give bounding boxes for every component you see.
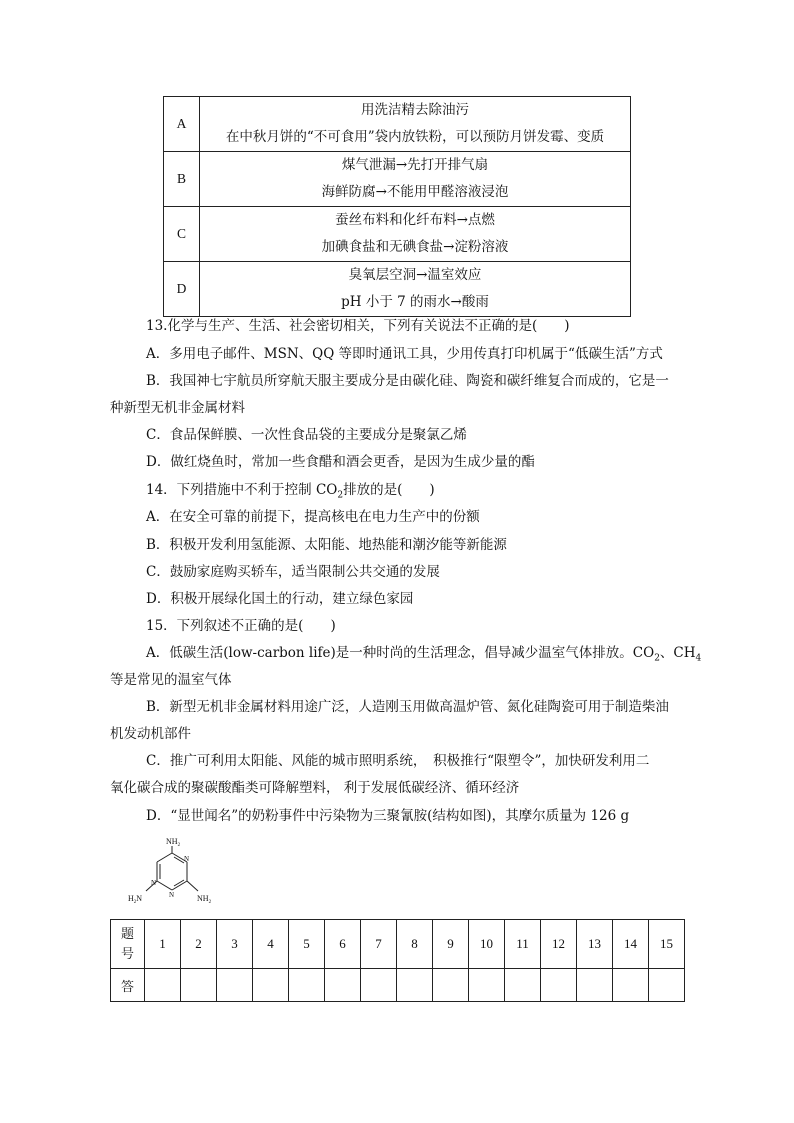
ring-n-right: N [184,855,190,863]
option-letter: A [164,97,200,152]
question-number-cell: 7 [361,920,397,969]
q14-stem-sub: 2 [337,490,344,501]
melamine-structure-diagram [112,835,232,915]
q14-option-c: C．鼓励家庭购买轿车，适当限制公共交通的发展 [146,564,440,580]
q15-option-a-line2: 等是常见的温室气体 [110,672,232,688]
q15-stem: 15．下列叙述不正确的是( ) [146,618,336,634]
answer-cell[interactable] [649,969,685,1002]
question-number-cell: 12 [541,920,577,969]
option-line: 用洗洁精去除油污 [361,102,469,118]
q15-option-d: D．“显世闻名”的奶粉事件中污染物为三聚氰胺(结构如图)，其摩尔质量为 126 g [146,808,630,824]
question-number-cell: 11 [505,920,541,969]
answer-label: 答 [111,969,145,1002]
option-content [200,152,631,207]
option-line: 加碘食盐和无碘食盐→淀粉溶液 [321,239,509,255]
q14-option-d: D．积极开展绿化国土的行动，建立绿色家园 [146,591,414,607]
answer-cell[interactable] [541,969,577,1002]
answer-row [111,969,685,1002]
option-content [200,262,631,317]
header-char-2: 号 [120,946,134,961]
answer-cell[interactable] [505,969,541,1002]
question-number-cell: 5 [289,920,325,969]
option-letter: B [164,152,200,207]
q15-a-sub1: 2 [654,653,660,664]
option-line: 臭氧层空洞→温室效应 [348,267,482,283]
question-number-cell: 8 [397,920,433,969]
answer-cell[interactable] [361,969,397,1002]
q15-option-b-line2: 机发动机部件 [110,726,191,742]
option-table [163,96,631,317]
question-number-cell: 6 [325,920,361,969]
answer-cell[interactable] [469,969,505,1002]
q15-a-mid: 、CH [659,645,696,661]
melamine-right-nh2: $NH_2$ [197,894,212,905]
question-number-cell: 4 [253,920,289,969]
option-row-a [164,97,631,152]
q13-option-d: D．做红烧鱼时，常加一些食醋和酒会更香，是因为生成少量的酯 [146,454,535,470]
answer-cell[interactable] [253,969,289,1002]
q14-stem-pre: 14．下列措施中不利于控制 CO [146,482,338,498]
ring-n-left: N [151,879,157,887]
q15-option-a-line1 [146,643,701,669]
answer-cell[interactable] [325,969,361,1002]
answer-cell[interactable] [577,969,613,1002]
q14-stem-post: 排放的是( ) [343,482,435,498]
option-row-d [164,262,631,317]
question-number-cell: 3 [217,920,253,969]
melamine-top-nh2: $NH_2$ [166,837,181,848]
option-content [200,97,631,152]
answer-cell[interactable] [613,969,649,1002]
option-line: 在中秋月饼的“不可食用”袋内放铁粉，可以预防月饼发霉、变质 [225,129,605,145]
question-number-cell: 15 [649,920,685,969]
q14-option-a: A．在安全可靠的前提下，提高核电在电力生产中的份额 [146,509,480,525]
option-line: 蚕丝布料和化纤布料→点燃 [335,212,495,228]
answer-cell[interactable] [181,969,217,1002]
answer-cell[interactable] [289,969,325,1002]
question-number-cell: 14 [613,920,649,969]
q13-stem: 13.化学与生产、生活、社会密切相关，下列有关说法不正确的是( ) [146,318,570,334]
q15-option-c-line1: C．推广可利用太阳能、风能的城市照明系统， 积极推行“限塑令”，加快研发利用二 [146,753,650,769]
question-number-cell: 2 [181,920,217,969]
q15-option-c-line2: 氧化碳合成的聚碳酸酯类可降解塑料， 利于发展低碳经济、循环经济 [110,780,520,796]
question-number-cell: 13 [577,920,613,969]
q13-option-b-line1: B．我国神七宇航员所穿航天服主要成分是由碳化硅、陶瓷和碳纤维复合而成的，它是一 [146,373,669,389]
question-number-header [111,920,145,969]
answer-table [110,919,685,1002]
option-letter: D [164,262,200,317]
option-row-b [164,152,631,207]
header-char-1: 题 [120,926,134,941]
q15-option-b-line1: B．新型无机非金属材料用途广泛，人造刚玉用做高温炉管、氮化硅陶瓷可用于制造柴油 [146,699,669,715]
q14-stem [146,480,435,506]
option-content [200,207,631,262]
answer-cell[interactable] [145,969,181,1002]
option-line: 海鲜防腐→不能用甲醛溶液浸泡 [321,184,509,200]
answer-cell[interactable] [397,969,433,1002]
option-row-c [164,207,631,262]
q13-option-b-line2: 种新型无机非金属材料 [110,400,245,416]
melamine-left-nh2: $H_2N$ [128,894,143,905]
q13-option-a: A．多用电子邮件、MSN、QQ 等即时通讯工具，少用传真打印机属于“低碳生活”方式 [146,346,663,362]
question-number-cell: 10 [469,920,505,969]
answer-cell[interactable] [217,969,253,1002]
q15-a-sub2: 4 [695,653,702,664]
question-number-cell: 1 [145,920,181,969]
option-line: pH 小于 7 的雨水→酸雨 [341,294,489,310]
q13-option-c: C．食品保鲜膜、一次性食品袋的主要成分是聚氯乙烯 [146,427,467,443]
q14-option-b: B．积极开发利用氢能源、太阳能、地热能和潮汐能等新能源 [146,537,507,553]
option-letter: C [164,207,200,262]
option-line: 煤气泄漏→先打开排气扇 [341,157,489,173]
ring-n-bottom: N [169,891,175,899]
question-number-cell: 9 [433,920,469,969]
answer-cell[interactable] [433,969,469,1002]
q15-a-pre: A．低碳生活(low-carbon life)是一种时尚的生活理念，倡导减少温室气体排放。CO [146,645,655,661]
question-number-row [111,920,685,969]
